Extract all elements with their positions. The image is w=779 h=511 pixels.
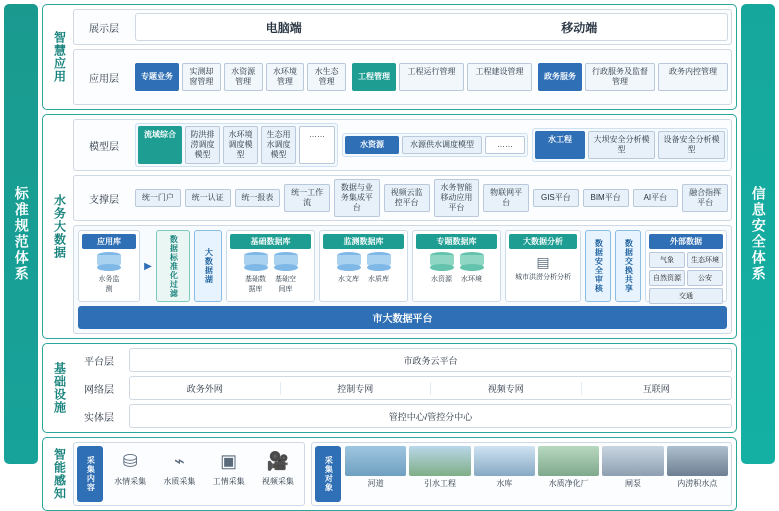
support-item-8[interactable]: 物联网平台	[483, 184, 529, 212]
city-bigdata-platform-bar[interactable]: 市大数据平台	[78, 306, 727, 329]
left-vertical-banner	[4, 4, 38, 464]
sense-item-label: 工情采集	[212, 477, 245, 486]
infra-box-network	[129, 376, 732, 400]
sense-object-plant[interactable]	[538, 446, 599, 502]
model-item-basin-1[interactable]: 防洪排涝调度模型	[185, 126, 220, 164]
infra-row-network	[73, 376, 732, 400]
bigdata-app-library	[78, 230, 140, 302]
plant-photo	[538, 446, 599, 476]
model-item-basin-3[interactable]: 生态用水调度模型	[261, 126, 296, 164]
sense-object-label: 内涝积水点	[677, 479, 718, 488]
sense-object-label: 闸泵	[624, 479, 641, 488]
db-item	[366, 252, 392, 284]
model-item-basin-more[interactable]: ……	[299, 126, 335, 164]
application-layer-row	[73, 49, 732, 105]
model-layer-label: 模型层	[89, 141, 119, 153]
support-item-10[interactable]: BIM平台	[583, 189, 629, 207]
bigdata-lake-label: 大数据湖	[204, 248, 214, 284]
app-group-thematic	[135, 63, 346, 91]
sense-object-label: 引水工程	[423, 479, 456, 488]
bigdata-col-head-thematic[interactable]: 专题数据库	[416, 234, 497, 249]
support-item-3[interactable]: 统一报表	[235, 189, 281, 207]
bigdata-lake	[194, 230, 222, 302]
db-item	[336, 252, 362, 284]
infra-label-platform: 平台层	[84, 356, 114, 368]
model-group-resource	[342, 133, 528, 157]
sense-object-label: 水质净化厂	[548, 479, 589, 488]
bigdata-col-head-basic[interactable]: 基础数据库	[230, 234, 311, 249]
support-item-11[interactable]: AI平台	[633, 189, 679, 207]
band-body-smart-sensing	[73, 442, 732, 506]
support-item-7[interactable]: 水务智能移动应用平台	[434, 179, 480, 217]
external-item-resource[interactable]: 自然资源	[649, 270, 685, 286]
app-item-engineering-1[interactable]: 工程运行管理	[399, 63, 464, 91]
infra-row-entity	[73, 404, 732, 428]
center-column	[42, 4, 737, 500]
left-banner-label: 标准规范体系	[13, 186, 30, 282]
support-layer-label: 支撑层	[89, 194, 119, 206]
database-icon	[244, 252, 268, 272]
app-item-thematic-4[interactable]: 水生态管理	[307, 63, 346, 91]
app-item-government-2[interactable]: 政务内控管理	[658, 63, 728, 91]
sense-object-river[interactable]	[345, 446, 406, 502]
band-title-smart-application	[47, 9, 73, 105]
sense-head-object-label: 采集对象	[324, 456, 334, 492]
app-item-thematic-1[interactable]: 实测却窗管理	[182, 63, 221, 91]
river-photo	[345, 446, 406, 476]
display-layer-label: 展示层	[89, 23, 119, 35]
bigdata-col-dbs-thematic	[416, 252, 497, 284]
db-caption: 水环境	[461, 276, 482, 283]
display-layer-row	[73, 9, 732, 45]
infra-item-control-net[interactable]: 控制专网	[281, 382, 432, 395]
bigdata-col-dbs-analysis	[509, 252, 577, 282]
band-smart-application	[42, 4, 737, 110]
model-group-basin	[135, 123, 338, 167]
analysis-chart-icon: ▤	[536, 253, 550, 270]
database-icon	[367, 252, 391, 272]
sense-item-water-level[interactable]	[107, 446, 153, 502]
band-body-infrastructure	[73, 348, 732, 428]
bigdata-col-thematic	[412, 230, 501, 302]
bigdata-columns	[78, 230, 727, 302]
bigdata-app-library-head[interactable]: 应用库	[82, 234, 136, 249]
bigdata-col-basic	[226, 230, 315, 302]
database-icon	[274, 252, 298, 272]
reservoir-photo	[474, 446, 535, 476]
db-item	[273, 252, 299, 294]
band-body-smart-application	[73, 9, 732, 105]
right-vertical-banner	[741, 4, 775, 464]
external-item-traffic[interactable]: 交通	[649, 288, 723, 304]
flood-photo	[667, 446, 728, 476]
band-title-smart-sensing	[47, 442, 73, 506]
infra-item-video-net[interactable]: 视频专网	[431, 382, 582, 395]
sensor-icon: ⛁	[122, 450, 138, 471]
db-caption: 水资源	[431, 276, 452, 283]
sense-group-object	[311, 442, 732, 506]
video-icon: 🎥	[266, 450, 290, 471]
probe-icon: ⌁	[173, 450, 185, 471]
support-item-2[interactable]: 统一认证	[185, 189, 231, 207]
display-item-pc[interactable]: 电脑端	[265, 20, 302, 35]
bigdata-col-monitor	[319, 230, 408, 302]
band-body-water-bigdata	[73, 119, 732, 334]
app-item-government-1[interactable]: 行政服务及监督管理	[585, 63, 655, 91]
application-layer-label: 应用层	[89, 73, 119, 85]
support-layer-row	[73, 175, 732, 221]
database-icon	[430, 252, 454, 272]
band-title-infrastructure	[47, 348, 73, 428]
infra-row-platform	[73, 348, 732, 372]
db-item	[459, 252, 485, 284]
sense-object-reservoir[interactable]	[474, 446, 535, 502]
app-item-thematic-2[interactable]: 水资源管理	[224, 63, 263, 91]
support-layer-cells	[135, 179, 728, 217]
support-item-1[interactable]: 统一门户	[135, 189, 181, 207]
bigdata-audit-label: 数据安全审核	[594, 239, 604, 293]
sense-item-water-quality[interactable]	[156, 446, 202, 502]
bigdata-share-label: 数据交换共享	[624, 239, 634, 293]
infra-box-entity	[129, 404, 732, 428]
sense-head-object	[315, 446, 341, 502]
support-item-9[interactable]: GIS平台	[533, 189, 579, 207]
model-item-resource-1[interactable]: 水源供水调度模型	[402, 136, 482, 154]
db-item	[429, 252, 455, 284]
bigdata-col-dbs-basic	[230, 252, 311, 294]
sense-object-flood-point[interactable]	[667, 446, 728, 502]
bigdata-col-head-monitor[interactable]: 监测数据库	[323, 234, 404, 249]
band-title-text-sense: 智能感知	[52, 448, 67, 500]
band-title-text-infra: 基础设施	[52, 362, 67, 414]
db-caption: 水务监测	[98, 276, 120, 293]
app-group-engineering	[352, 63, 532, 91]
band-infrastructure	[42, 343, 737, 433]
sense-group-content	[73, 442, 305, 506]
sense-groups	[73, 442, 732, 506]
model-item-resource-more[interactable]: ……	[485, 136, 525, 154]
display-layer-cells	[135, 13, 728, 41]
model-item-basin-2[interactable]: 水环境调度模型	[223, 126, 258, 164]
app-group-head-thematic[interactable]: 专题业务	[135, 63, 179, 91]
external-item-police[interactable]: 公安	[687, 270, 723, 286]
application-layer-cells	[135, 53, 728, 101]
infra-label-network: 网络层	[84, 384, 114, 396]
application-groups	[135, 63, 728, 91]
bigdata-col-analysis	[505, 230, 581, 302]
db-item	[243, 252, 269, 294]
app-group-government	[538, 63, 728, 91]
bigdata-external-items	[649, 252, 723, 304]
sense-object-canal[interactable]	[409, 446, 470, 502]
infra-label-entity: 实体层	[84, 412, 114, 424]
model-item-project-1[interactable]: 大坝安全分析模型	[588, 131, 655, 159]
database-icon	[460, 252, 484, 272]
sense-item-label: 视频采集	[261, 477, 294, 486]
sense-item-label: 水情采集	[114, 477, 147, 486]
bigdata-external	[645, 230, 727, 302]
support-item-6[interactable]: 视频云监控平台	[384, 184, 430, 212]
db-item	[96, 252, 122, 294]
sense-items-object	[345, 446, 728, 502]
bigdata-audit	[585, 230, 611, 302]
band-title-text-bigdata: 水务大数据	[52, 194, 67, 259]
infra-item-cloud[interactable]: 市政务云平台	[403, 355, 458, 366]
external-item-weather[interactable]: 气象	[649, 252, 685, 268]
db-caption: 水文库	[338, 276, 359, 283]
infra-item-gov-net[interactable]: 政务外网	[130, 382, 281, 395]
model-head-basin[interactable]: 流域综合	[138, 126, 182, 164]
app-group-head-government[interactable]: 政务服务	[538, 63, 582, 91]
bigdata-col-dbs-monitor	[323, 252, 404, 284]
infra-item-internet[interactable]: 互联网	[642, 383, 670, 394]
db-caption: 城市洪涝分析分析	[515, 274, 571, 281]
infra-item-control-center[interactable]: 管控中心/管控分中心	[388, 411, 473, 422]
sense-object-gate[interactable]	[602, 446, 663, 502]
bigdata-col-head-analysis[interactable]: 大数据分析	[509, 234, 577, 249]
sense-object-label: 河道	[367, 479, 384, 488]
diagram-layout	[4, 4, 775, 500]
db-item	[513, 252, 573, 282]
sense-item-project-status[interactable]	[206, 446, 252, 502]
canal-photo	[409, 446, 470, 476]
right-banner-label: 信息安全体系	[750, 186, 767, 282]
bigdata-share	[615, 230, 641, 302]
db-caption: 基础数据库	[245, 276, 266, 293]
band-smart-sensing	[42, 437, 737, 511]
db-caption: 水质库	[368, 276, 389, 283]
app-group-head-engineering[interactable]: 工程管理	[352, 63, 396, 91]
arrow-icon: ▶	[144, 260, 152, 272]
band-water-bigdata	[42, 114, 737, 339]
external-item-eco[interactable]: 生态环境	[687, 252, 723, 268]
support-item-4[interactable]: 统一工作流	[284, 184, 330, 212]
sense-items-content	[107, 446, 301, 502]
model-group-project	[532, 128, 728, 162]
bigdata-filter	[156, 230, 190, 302]
bigdata-pipeline	[73, 225, 732, 334]
band-title-water-bigdata	[47, 119, 73, 334]
band-title-text: 智慧应用	[52, 31, 67, 83]
sense-item-video[interactable]	[255, 446, 301, 502]
sense-item-label: 水质采集	[163, 477, 196, 486]
bigdata-external-head[interactable]: 外部数据	[649, 234, 723, 249]
database-icon	[97, 252, 121, 272]
display-layer-box	[135, 13, 728, 41]
sense-head-content-label: 采集内容	[86, 456, 96, 492]
support-item-12[interactable]: 融合指挥平台	[682, 184, 728, 212]
model-head-resource[interactable]: 水资源	[345, 136, 399, 154]
display-item-mobile[interactable]: 移动端	[561, 20, 598, 35]
support-item-5[interactable]: 数据与业务集成平台	[334, 179, 380, 217]
app-item-engineering-2[interactable]: 工程建设管理	[467, 63, 532, 91]
bigdata-app-library-dbs	[82, 252, 136, 294]
sense-object-label: 水库	[496, 479, 513, 488]
gate-photo	[602, 446, 663, 476]
bigdata-filter-label: 数据标准化过滤	[169, 234, 179, 298]
db-caption: 基础空间库	[275, 276, 296, 293]
database-icon	[337, 252, 361, 272]
camera-icon: ▣	[220, 450, 238, 471]
model-layer-row	[73, 119, 732, 171]
model-head-project[interactable]: 水工程	[535, 131, 585, 159]
model-item-project-2[interactable]: 设备安全分析模型	[658, 131, 725, 159]
sense-head-content	[77, 446, 103, 502]
model-layer-cells	[135, 123, 728, 167]
app-item-thematic-3[interactable]: 水环境管理	[266, 63, 305, 91]
infra-box-platform	[129, 348, 732, 372]
